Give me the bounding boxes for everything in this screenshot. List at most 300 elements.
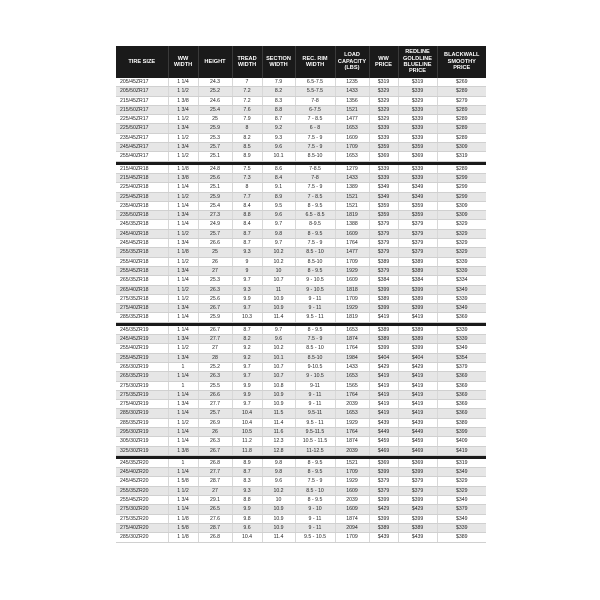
cell-ww-width: 1 1/2 <box>168 418 198 427</box>
cell-height: 25.9 <box>198 313 232 322</box>
cell-load-capacity: 1521 <box>335 201 369 210</box>
table-row <box>116 523 486 532</box>
cell-height: 25.7 <box>198 229 232 238</box>
cell-tire-size: 255/35ZR20 <box>116 486 168 495</box>
cell-tire-size: 275/35ZR19 <box>116 390 168 399</box>
cell-tire-size: 265/35ZR19 <box>116 372 168 381</box>
cell-ww-price: $439 <box>369 418 398 427</box>
cell-height: 25 <box>198 115 232 124</box>
cell-redline-price: $419 <box>398 400 437 409</box>
cell-tread-width: 10.3 <box>232 313 262 322</box>
cell-section-width: 9.6 <box>262 335 295 344</box>
cell-blackwall-price: $369 <box>437 372 486 381</box>
cell-height: 25.9 <box>198 192 232 201</box>
cell-redline-price: $429 <box>398 362 437 371</box>
table-row <box>116 285 486 294</box>
cell-rim-width: 9.5-11.5 <box>295 427 335 436</box>
cell-tire-size: 245/45ZR20 <box>116 477 168 486</box>
cell-redline-price: $349 <box>398 192 437 201</box>
cell-ww-price: $449 <box>369 427 398 436</box>
cell-blackwall-price: $289 <box>437 105 486 114</box>
cell-height: 28 <box>198 353 232 362</box>
cell-height: 24.3 <box>198 78 232 87</box>
table-row <box>116 400 486 409</box>
cell-ww-width: 1 3/4 <box>168 143 198 152</box>
cell-blackwall-price: $369 <box>437 409 486 418</box>
cell-height: 24.8 <box>198 165 232 174</box>
cell-ww-width: 1 3/4 <box>168 400 198 409</box>
cell-section-width: 9.7 <box>262 239 295 248</box>
cell-tread-width: 9.2 <box>232 344 262 353</box>
cell-rim-width: 7 - 8.5 <box>295 192 335 201</box>
cell-section-width: 12.3 <box>262 437 295 446</box>
header-height: HEIGHT <box>198 46 232 78</box>
cell-tire-size: 215/45ZR17 <box>116 96 168 105</box>
cell-height: 26.8 <box>198 459 232 468</box>
cell-rim-width: 9 - 11 <box>295 400 335 409</box>
table-row <box>116 257 486 266</box>
header-blackwall-price: BLACKWALL SMOOTHY PRICE <box>437 46 486 78</box>
table-row <box>116 418 486 427</box>
cell-redline-price: $379 <box>398 248 437 257</box>
header-load-capacity: LOAD CAPACITY (LBS) <box>335 46 369 78</box>
cell-rim-width: 6.5-7.5 <box>295 78 335 87</box>
cell-load-capacity: 1356 <box>335 96 369 105</box>
cell-load-capacity: 1609 <box>335 486 369 495</box>
table-row <box>116 446 486 455</box>
cell-tread-width: 8.4 <box>232 201 262 210</box>
cell-ww-width: 1 1/4 <box>168 276 198 285</box>
cell-redline-price: $399 <box>398 344 437 353</box>
cell-ww-price: $389 <box>369 523 398 532</box>
cell-rim-width: 7.5 - 9 <box>295 335 335 344</box>
cell-ww-price: $379 <box>369 239 398 248</box>
cell-tread-width: 7.6 <box>232 105 262 114</box>
cell-load-capacity: 2039 <box>335 400 369 409</box>
cell-tire-size: 295/30ZR19 <box>116 427 168 436</box>
cell-height: 25.3 <box>198 276 232 285</box>
table-row <box>116 427 486 436</box>
cell-height: 28.7 <box>198 523 232 532</box>
table-row <box>116 152 486 161</box>
cell-ww-width: 1 1/2 <box>168 87 198 96</box>
cell-tire-size: 235/45ZR17 <box>116 133 168 142</box>
cell-blackwall-price: $349 <box>437 304 486 313</box>
cell-blackwall-price: $369 <box>437 313 486 322</box>
cell-redline-price: $339 <box>398 124 437 133</box>
table-row <box>116 362 486 371</box>
cell-ww-price: $369 <box>369 152 398 161</box>
cell-tread-width: 9.2 <box>232 353 262 362</box>
cell-height: 26.3 <box>198 285 232 294</box>
cell-ww-price: $359 <box>369 211 398 220</box>
table-row <box>116 266 486 275</box>
cell-height: 24.9 <box>198 220 232 229</box>
cell-ww-width: 1 3/4 <box>168 239 198 248</box>
cell-blackwall-price: $369 <box>437 400 486 409</box>
cell-redline-price: $339 <box>398 87 437 96</box>
cell-tread-width: 8.9 <box>232 152 262 161</box>
cell-ww-width: 1 <box>168 362 198 371</box>
cell-blackwall-price: $329 <box>437 220 486 229</box>
table-row <box>116 133 486 142</box>
table-body <box>116 78 486 542</box>
cell-height: 27.7 <box>198 335 232 344</box>
cell-tire-size: 305/30ZR19 <box>116 437 168 446</box>
table-row <box>116 294 486 303</box>
cell-load-capacity: 1521 <box>335 459 369 468</box>
cell-ww-price: $399 <box>369 344 398 353</box>
cell-ww-price: $379 <box>369 486 398 495</box>
cell-ww-width: 1 1/4 <box>168 201 198 210</box>
cell-tire-size: 285/30ZR20 <box>116 533 168 542</box>
cell-section-width: 9.6 <box>262 477 295 486</box>
cell-load-capacity: 1433 <box>335 173 369 182</box>
cell-redline-price: $419 <box>398 372 437 381</box>
cell-tire-size: 245/45ZR18 <box>116 239 168 248</box>
cell-ww-width: 1 3/4 <box>168 335 198 344</box>
cell-height: 25.4 <box>198 105 232 114</box>
cell-tread-width: 8.2 <box>232 335 262 344</box>
cell-ww-width: 1 1/2 <box>168 133 198 142</box>
table-row <box>116 533 486 542</box>
cell-tire-size: 275/40ZR19 <box>116 400 168 409</box>
cell-ww-price: $419 <box>369 381 398 390</box>
cell-tread-width: 8.9 <box>232 459 262 468</box>
cell-ww-width: 1 1/4 <box>168 326 198 335</box>
cell-load-capacity: 1709 <box>335 468 369 477</box>
cell-ww-price: $469 <box>369 446 398 455</box>
cell-tread-width: 8.7 <box>232 229 262 238</box>
cell-rim-width: 9 - 11 <box>295 523 335 532</box>
cell-redline-price: $349 <box>398 183 437 192</box>
cell-rim-width: 7-8 <box>295 96 335 105</box>
cell-load-capacity: 1653 <box>335 124 369 133</box>
cell-redline-price: $399 <box>398 468 437 477</box>
cell-blackwall-price: $389 <box>437 418 486 427</box>
cell-blackwall-price: $399 <box>437 427 486 436</box>
cell-redline-price: $419 <box>398 313 437 322</box>
cell-section-width: 10.2 <box>262 344 295 353</box>
cell-rim-width: 8.5-10 <box>295 353 335 362</box>
cell-rim-width: 9 - 11 <box>295 390 335 399</box>
cell-blackwall-price: $369 <box>437 381 486 390</box>
cell-section-width: 10.9 <box>262 514 295 523</box>
cell-rim-width: 7.5 - 9 <box>295 143 335 152</box>
cell-tread-width: 9.6 <box>232 523 262 532</box>
table-row <box>116 211 486 220</box>
cell-rim-width: 8.5-10 <box>295 257 335 266</box>
table-row <box>116 468 486 477</box>
cell-height: 25.6 <box>198 294 232 303</box>
table-row <box>116 344 486 353</box>
cell-section-width: 9.2 <box>262 124 295 133</box>
cell-ww-price: $369 <box>369 459 398 468</box>
cell-ww-price: $429 <box>369 362 398 371</box>
cell-load-capacity: 1819 <box>335 313 369 322</box>
cell-ww-width: 1 1/2 <box>168 115 198 124</box>
cell-tire-size: 265/35ZR18 <box>116 276 168 285</box>
cell-tread-width: 10.5 <box>232 427 262 436</box>
cell-rim-width: 11-12.5 <box>295 446 335 455</box>
cell-ww-width: 1 3/4 <box>168 353 198 362</box>
cell-blackwall-price: $389 <box>437 533 486 542</box>
cell-ww-price: $419 <box>369 409 398 418</box>
cell-blackwall-price: $319 <box>437 459 486 468</box>
cell-blackwall-price: $289 <box>437 165 486 174</box>
cell-tire-size: 215/50ZR17 <box>116 105 168 114</box>
cell-blackwall-price: $279 <box>437 96 486 105</box>
cell-tread-width: 7.7 <box>232 192 262 201</box>
cell-height: 26.3 <box>198 437 232 446</box>
cell-tread-width: 8.4 <box>232 220 262 229</box>
cell-ww-price: $349 <box>369 183 398 192</box>
cell-rim-width: 9-10.5 <box>295 362 335 371</box>
cell-section-width: 8.7 <box>262 115 295 124</box>
cell-ww-width: 1 1/4 <box>168 372 198 381</box>
cell-redline-price: $419 <box>398 409 437 418</box>
cell-blackwall-price: $354 <box>437 353 486 362</box>
cell-ww-width: 1 1/4 <box>168 437 198 446</box>
cell-tire-size: 245/40ZR18 <box>116 229 168 238</box>
cell-rim-width: 9.5-11 <box>295 409 335 418</box>
cell-tread-width: 9.9 <box>232 505 262 514</box>
cell-ww-width: 1 1/2 <box>168 294 198 303</box>
cell-tire-size: 225/50ZR17 <box>116 124 168 133</box>
cell-load-capacity: 1764 <box>335 344 369 353</box>
cell-redline-price: $319 <box>398 78 437 87</box>
cell-load-capacity: 1521 <box>335 105 369 114</box>
cell-section-width: 9.7 <box>262 220 295 229</box>
cell-blackwall-price: $299 <box>437 183 486 192</box>
cell-tread-width: 8.8 <box>232 211 262 220</box>
cell-load-capacity: 1609 <box>335 276 369 285</box>
table-row <box>116 437 486 446</box>
table-row <box>116 276 486 285</box>
cell-ww-price: $339 <box>369 173 398 182</box>
cell-ww-width: 1 1/4 <box>168 78 198 87</box>
cell-ww-width: 1 1/2 <box>168 486 198 495</box>
cell-load-capacity: 1764 <box>335 390 369 399</box>
cell-rim-width: 7.5 - 9 <box>295 133 335 142</box>
table-row <box>116 514 486 523</box>
cell-tread-width: 8.7 <box>232 239 262 248</box>
cell-rim-width: 8 - 9.5 <box>295 201 335 210</box>
cell-redline-price: $419 <box>398 381 437 390</box>
cell-height: 25.1 <box>198 152 232 161</box>
cell-ww-price: $399 <box>369 496 398 505</box>
cell-rim-width: 8.5-10 <box>295 152 335 161</box>
table-row <box>116 143 486 152</box>
cell-section-width: 10.2 <box>262 486 295 495</box>
cell-tire-size: 285/35ZR18 <box>116 313 168 322</box>
cell-tread-width: 9.3 <box>232 486 262 495</box>
cell-tread-width: 9 <box>232 257 262 266</box>
cell-redline-price: $379 <box>398 477 437 486</box>
cell-ww-price: $329 <box>369 87 398 96</box>
cell-rim-width: 7.5 - 9 <box>295 239 335 248</box>
cell-tread-width: 8.3 <box>232 477 262 486</box>
cell-tread-width: 8 <box>232 124 262 133</box>
cell-redline-price: $384 <box>398 276 437 285</box>
cell-redline-price: $339 <box>398 105 437 114</box>
cell-height: 25.9 <box>198 124 232 133</box>
cell-tire-size: 255/45ZR18 <box>116 266 168 275</box>
cell-tread-width: 9.7 <box>232 304 262 313</box>
cell-load-capacity: 1609 <box>335 229 369 238</box>
cell-blackwall-price: $379 <box>437 505 486 514</box>
cell-ww-price: $329 <box>369 96 398 105</box>
cell-ww-price: $379 <box>369 266 398 275</box>
cell-blackwall-price: $379 <box>437 362 486 371</box>
cell-redline-price: $369 <box>398 152 437 161</box>
cell-section-width: 12.8 <box>262 446 295 455</box>
cell-tread-width: 11.8 <box>232 446 262 455</box>
cell-tread-width: 9.8 <box>232 514 262 523</box>
cell-tire-size: 285/35ZR19 <box>116 418 168 427</box>
cell-ww-price: $399 <box>369 285 398 294</box>
cell-blackwall-price: $289 <box>437 124 486 133</box>
cell-load-capacity: 2094 <box>335 523 369 532</box>
cell-load-capacity: 1819 <box>335 211 369 220</box>
cell-tire-size: 225/45ZR18 <box>116 192 168 201</box>
cell-blackwall-price: $289 <box>437 115 486 124</box>
cell-tread-width: 7.2 <box>232 87 262 96</box>
cell-redline-price: $359 <box>398 143 437 152</box>
cell-ww-width: 1 1/4 <box>168 220 198 229</box>
cell-height: 26.3 <box>198 372 232 381</box>
cell-tread-width: 9.7 <box>232 400 262 409</box>
cell-load-capacity: 1565 <box>335 381 369 390</box>
cell-ww-width: 1 3/8 <box>168 173 198 182</box>
table-row <box>116 87 486 96</box>
cell-blackwall-price: $339 <box>437 257 486 266</box>
cell-redline-price: $399 <box>398 285 437 294</box>
cell-tire-size: 245/35ZR20 <box>116 459 168 468</box>
cell-blackwall-price: $329 <box>437 239 486 248</box>
cell-height: 27 <box>198 344 232 353</box>
cell-tread-width: 9.9 <box>232 390 262 399</box>
cell-tire-size: 255/40ZR18 <box>116 257 168 266</box>
cell-load-capacity: 2039 <box>335 496 369 505</box>
cell-blackwall-price: $339 <box>437 523 486 532</box>
cell-tread-width: 8.2 <box>232 133 262 142</box>
cell-tire-size: 255/45ZR20 <box>116 496 168 505</box>
cell-ww-price: $419 <box>369 372 398 381</box>
cell-height: 28.7 <box>198 477 232 486</box>
header-ww-price: WW PRICE <box>369 46 398 78</box>
cell-load-capacity: 1874 <box>335 514 369 523</box>
cell-redline-price: $449 <box>398 427 437 436</box>
cell-ww-price: $439 <box>369 533 398 542</box>
cell-section-width: 8.6 <box>262 165 295 174</box>
cell-rim-width: 6-7.5 <box>295 105 335 114</box>
cell-redline-price: $399 <box>398 304 437 313</box>
cell-load-capacity: 1929 <box>335 418 369 427</box>
cell-blackwall-price: $289 <box>437 133 486 142</box>
cell-ww-width: 1 1/4 <box>168 427 198 436</box>
cell-height: 25.4 <box>198 201 232 210</box>
cell-blackwall-price: $339 <box>437 294 486 303</box>
cell-load-capacity: 1929 <box>335 266 369 275</box>
cell-load-capacity: 1235 <box>335 78 369 87</box>
cell-section-width: 9.6 <box>262 143 295 152</box>
cell-load-capacity: 1433 <box>335 362 369 371</box>
cell-ww-price: $399 <box>369 468 398 477</box>
cell-tire-size: 285/30ZR19 <box>116 409 168 418</box>
cell-section-width: 10.9 <box>262 523 295 532</box>
cell-height: 25.6 <box>198 173 232 182</box>
cell-blackwall-price: $349 <box>437 514 486 523</box>
table-row <box>116 496 486 505</box>
tire-spec-sheet <box>116 46 486 543</box>
tire-size-table <box>116 46 486 543</box>
cell-redline-price: $404 <box>398 353 437 362</box>
cell-section-width: 10.7 <box>262 372 295 381</box>
table-row <box>116 105 486 114</box>
cell-redline-price: $339 <box>398 173 437 182</box>
cell-section-width: 10.7 <box>262 276 295 285</box>
cell-load-capacity: 2039 <box>335 446 369 455</box>
cell-load-capacity: 1653 <box>335 409 369 418</box>
cell-ww-width: 1 1/4 <box>168 313 198 322</box>
cell-section-width: 10.9 <box>262 400 295 409</box>
cell-rim-width: 8.5 - 10 <box>295 344 335 353</box>
cell-rim-width: 8 - 9.5 <box>295 266 335 275</box>
cell-tire-size: 215/45ZR18 <box>116 173 168 182</box>
cell-tread-width: 11.2 <box>232 437 262 446</box>
header-tread-width: TREAD WIDTH <box>232 46 262 78</box>
cell-blackwall-price: $329 <box>437 248 486 257</box>
cell-tire-size: 275/40ZR20 <box>116 523 168 532</box>
cell-section-width: 9.7 <box>262 326 295 335</box>
cell-ww-width: 1 1/2 <box>168 229 198 238</box>
cell-tire-size: 265/30ZR19 <box>116 362 168 371</box>
cell-redline-price: $439 <box>398 533 437 542</box>
cell-tire-size: 255/40ZR17 <box>116 152 168 161</box>
cell-blackwall-price: $309 <box>437 201 486 210</box>
cell-ww-width: 1 1/4 <box>168 183 198 192</box>
table-row <box>116 201 486 210</box>
cell-tread-width: 9.3 <box>232 285 262 294</box>
cell-ww-width: 1 1/8 <box>168 248 198 257</box>
cell-section-width: 10.9 <box>262 505 295 514</box>
cell-rim-width: 8 - 9.5 <box>295 229 335 238</box>
table-row <box>116 326 486 335</box>
cell-redline-price: $329 <box>398 96 437 105</box>
cell-section-width: 9.5 <box>262 201 295 210</box>
cell-section-width: 8.2 <box>262 87 295 96</box>
table-row <box>116 165 486 174</box>
cell-ww-price: $379 <box>369 248 398 257</box>
cell-ww-price: $339 <box>369 133 398 142</box>
cell-rim-width: 7.5 - 9 <box>295 183 335 192</box>
cell-height: 25.7 <box>198 409 232 418</box>
cell-ww-price: $379 <box>369 220 398 229</box>
cell-ww-price: $319 <box>369 78 398 87</box>
cell-section-width: 10.2 <box>262 248 295 257</box>
cell-height: 25.7 <box>198 143 232 152</box>
cell-rim-width: 9-11 <box>295 381 335 390</box>
cell-ww-price: $379 <box>369 229 398 238</box>
cell-blackwall-price: $269 <box>437 78 486 87</box>
cell-ww-price: $389 <box>369 326 398 335</box>
cell-height: 27 <box>198 266 232 275</box>
cell-ww-width: 1 1/2 <box>168 192 198 201</box>
cell-ww-width: 1 1/2 <box>168 285 198 294</box>
cell-height: 26.5 <box>198 505 232 514</box>
cell-load-capacity: 1874 <box>335 437 369 446</box>
